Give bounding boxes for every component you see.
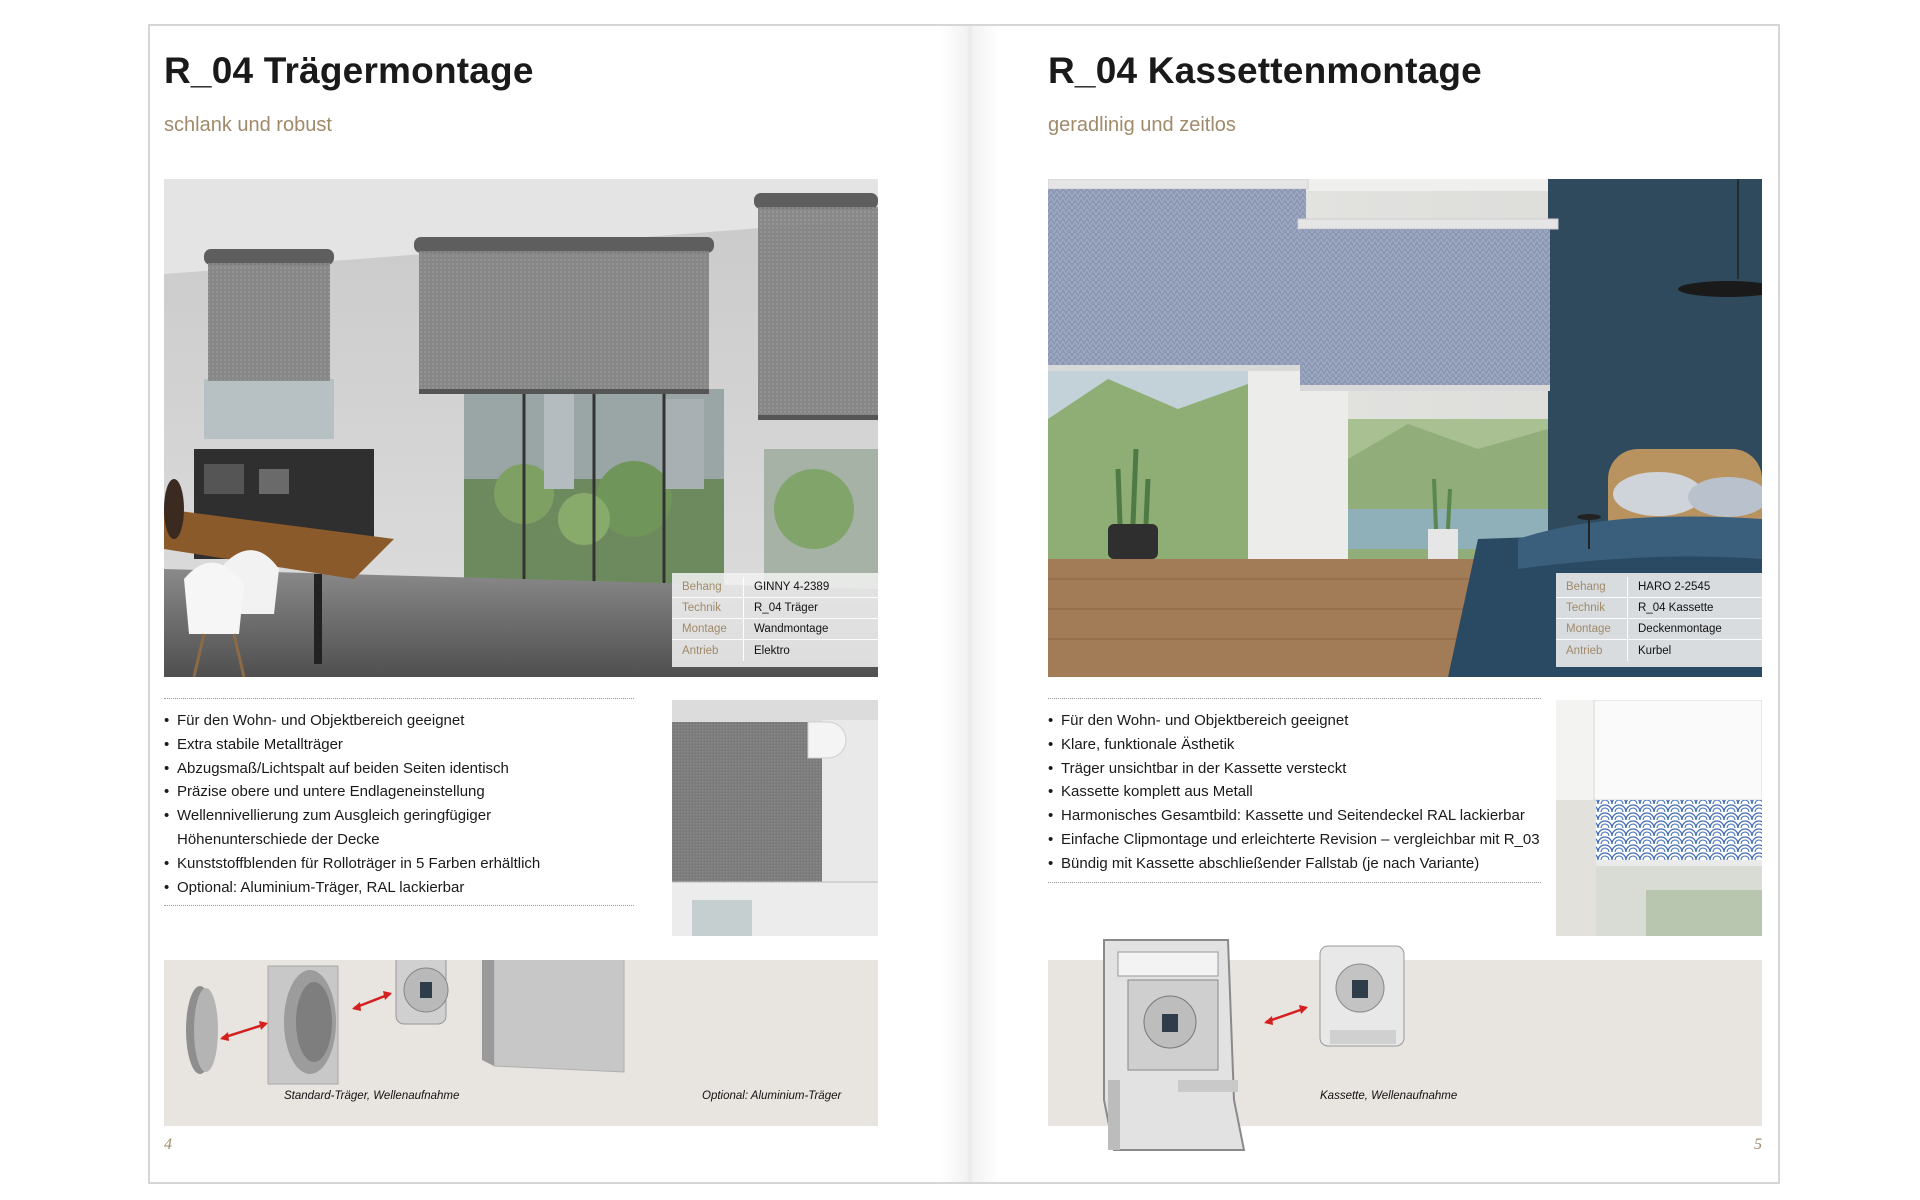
feature-item: • Für den Wohn- und Objektbereich geeignet bbox=[164, 709, 634, 733]
cassette-housing bbox=[1048, 179, 1308, 189]
spec-label: Antrieb bbox=[1556, 640, 1628, 661]
feature-item-continuation: Höhenunterschiede der Decke bbox=[177, 830, 380, 848]
page-subtitle: schlank und robust bbox=[164, 114, 332, 136]
page-left bbox=[164, 26, 878, 1182]
feature-item: • Für den Wohn- und Objektbereich geeignet bbox=[1048, 709, 1541, 733]
detail-photo-cassette bbox=[1556, 700, 1762, 936]
page-right bbox=[1048, 26, 1762, 1182]
component-caption: Standard-Träger, Wellenaufnahme bbox=[284, 1090, 460, 1102]
spec-row-fabric bbox=[1556, 577, 1762, 598]
feature-item: • Bündig mit Kassette abschließender Fallstab (je nach Variante) bbox=[1048, 852, 1541, 876]
feature-item: • Klare, funktionale Ästhetik bbox=[1048, 733, 1541, 757]
spec-label: Montage bbox=[672, 619, 744, 639]
page-number: 4 bbox=[164, 1136, 172, 1153]
spec-row-fabric bbox=[672, 577, 878, 598]
roller-blind-headrail bbox=[414, 237, 714, 253]
hero-photo-bedroom-cassette-blinds bbox=[1048, 179, 1762, 677]
page-number: 5 bbox=[1754, 1136, 1762, 1153]
hero-photo-office-roller-blinds bbox=[164, 179, 878, 677]
spec-value: Wandmontage bbox=[754, 623, 829, 635]
spec-label: Technik bbox=[672, 598, 744, 618]
page-title: R_04 Kassettenmontage bbox=[1048, 50, 1482, 91]
feature-item: • Abzugsmaß/Lichtspalt auf beiden Seiten identisch bbox=[164, 757, 634, 781]
component-caption: Optional: Aluminium-Träger bbox=[702, 1090, 842, 1102]
spec-row-technique bbox=[672, 598, 878, 619]
spec-label: Technik bbox=[1556, 598, 1628, 618]
brochure-spread bbox=[148, 24, 1780, 1184]
cassette-detail-illustration bbox=[1556, 700, 1762, 936]
technical-components-panel bbox=[1048, 960, 1762, 1126]
feature-item: • Optional: Aluminium-Träger, RAL lackierbar bbox=[164, 876, 634, 900]
spec-value: HARO 2-2545 bbox=[1638, 581, 1711, 593]
spec-label: Behang bbox=[672, 577, 744, 597]
spec-label: Montage bbox=[1556, 619, 1628, 639]
feature-item: • Wellennivellierung zum Ausgleich geringfügiger bbox=[164, 804, 634, 828]
spec-label: Antrieb bbox=[672, 640, 744, 661]
technical-components-panel bbox=[164, 960, 878, 1126]
spec-row-mounting bbox=[1556, 619, 1762, 640]
feature-item: • Einfache Clipmontage und erleichterte Revision – vergleichbar mit R_03 bbox=[1048, 828, 1541, 852]
detail-photo-bracket bbox=[672, 700, 878, 936]
spec-row-mounting bbox=[672, 619, 878, 640]
spec-row-technique bbox=[1556, 598, 1762, 619]
feature-list bbox=[1048, 698, 1541, 883]
spec-value: GINNY 4-2389 bbox=[754, 581, 830, 593]
spec-value: Deckenmontage bbox=[1638, 623, 1722, 635]
spec-row-drive bbox=[1556, 640, 1762, 661]
spec-row-drive bbox=[672, 640, 878, 661]
bracket-detail-illustration bbox=[672, 700, 878, 936]
spec-table bbox=[1556, 573, 1762, 667]
spec-label: Behang bbox=[1556, 577, 1628, 597]
feature-item: • Kunststoffblenden für Rolloträger in 5 Farben erhältlich bbox=[164, 852, 634, 876]
page-subtitle: geradlinig und zeitlos bbox=[1048, 114, 1236, 136]
feature-item: • Kassette komplett aus Metall bbox=[1048, 780, 1541, 804]
component-caption: Kassette, Wellenaufnahme bbox=[1320, 1090, 1458, 1102]
spec-table bbox=[672, 573, 878, 667]
page-gutter-shadow bbox=[940, 26, 1000, 1182]
spec-value: Elektro bbox=[754, 644, 790, 657]
feature-list bbox=[164, 698, 634, 906]
feature-item: • Träger unsichtbar in der Kassette versteckt bbox=[1048, 757, 1541, 781]
feature-item: • Extra stabile Metallträger bbox=[164, 733, 634, 757]
feature-item: • Präzise obere und untere Endlageneinstellung bbox=[164, 780, 634, 804]
page-title: R_04 Trägermontage bbox=[164, 50, 534, 91]
feature-item: • Harmonisches Gesamtbild: Kassette und Seitendeckel RAL lackierbar bbox=[1048, 804, 1541, 828]
spec-value: Kurbel bbox=[1638, 644, 1672, 657]
spec-value: R_04 Kassette bbox=[1638, 602, 1714, 614]
spec-value: R_04 Träger bbox=[754, 602, 818, 614]
